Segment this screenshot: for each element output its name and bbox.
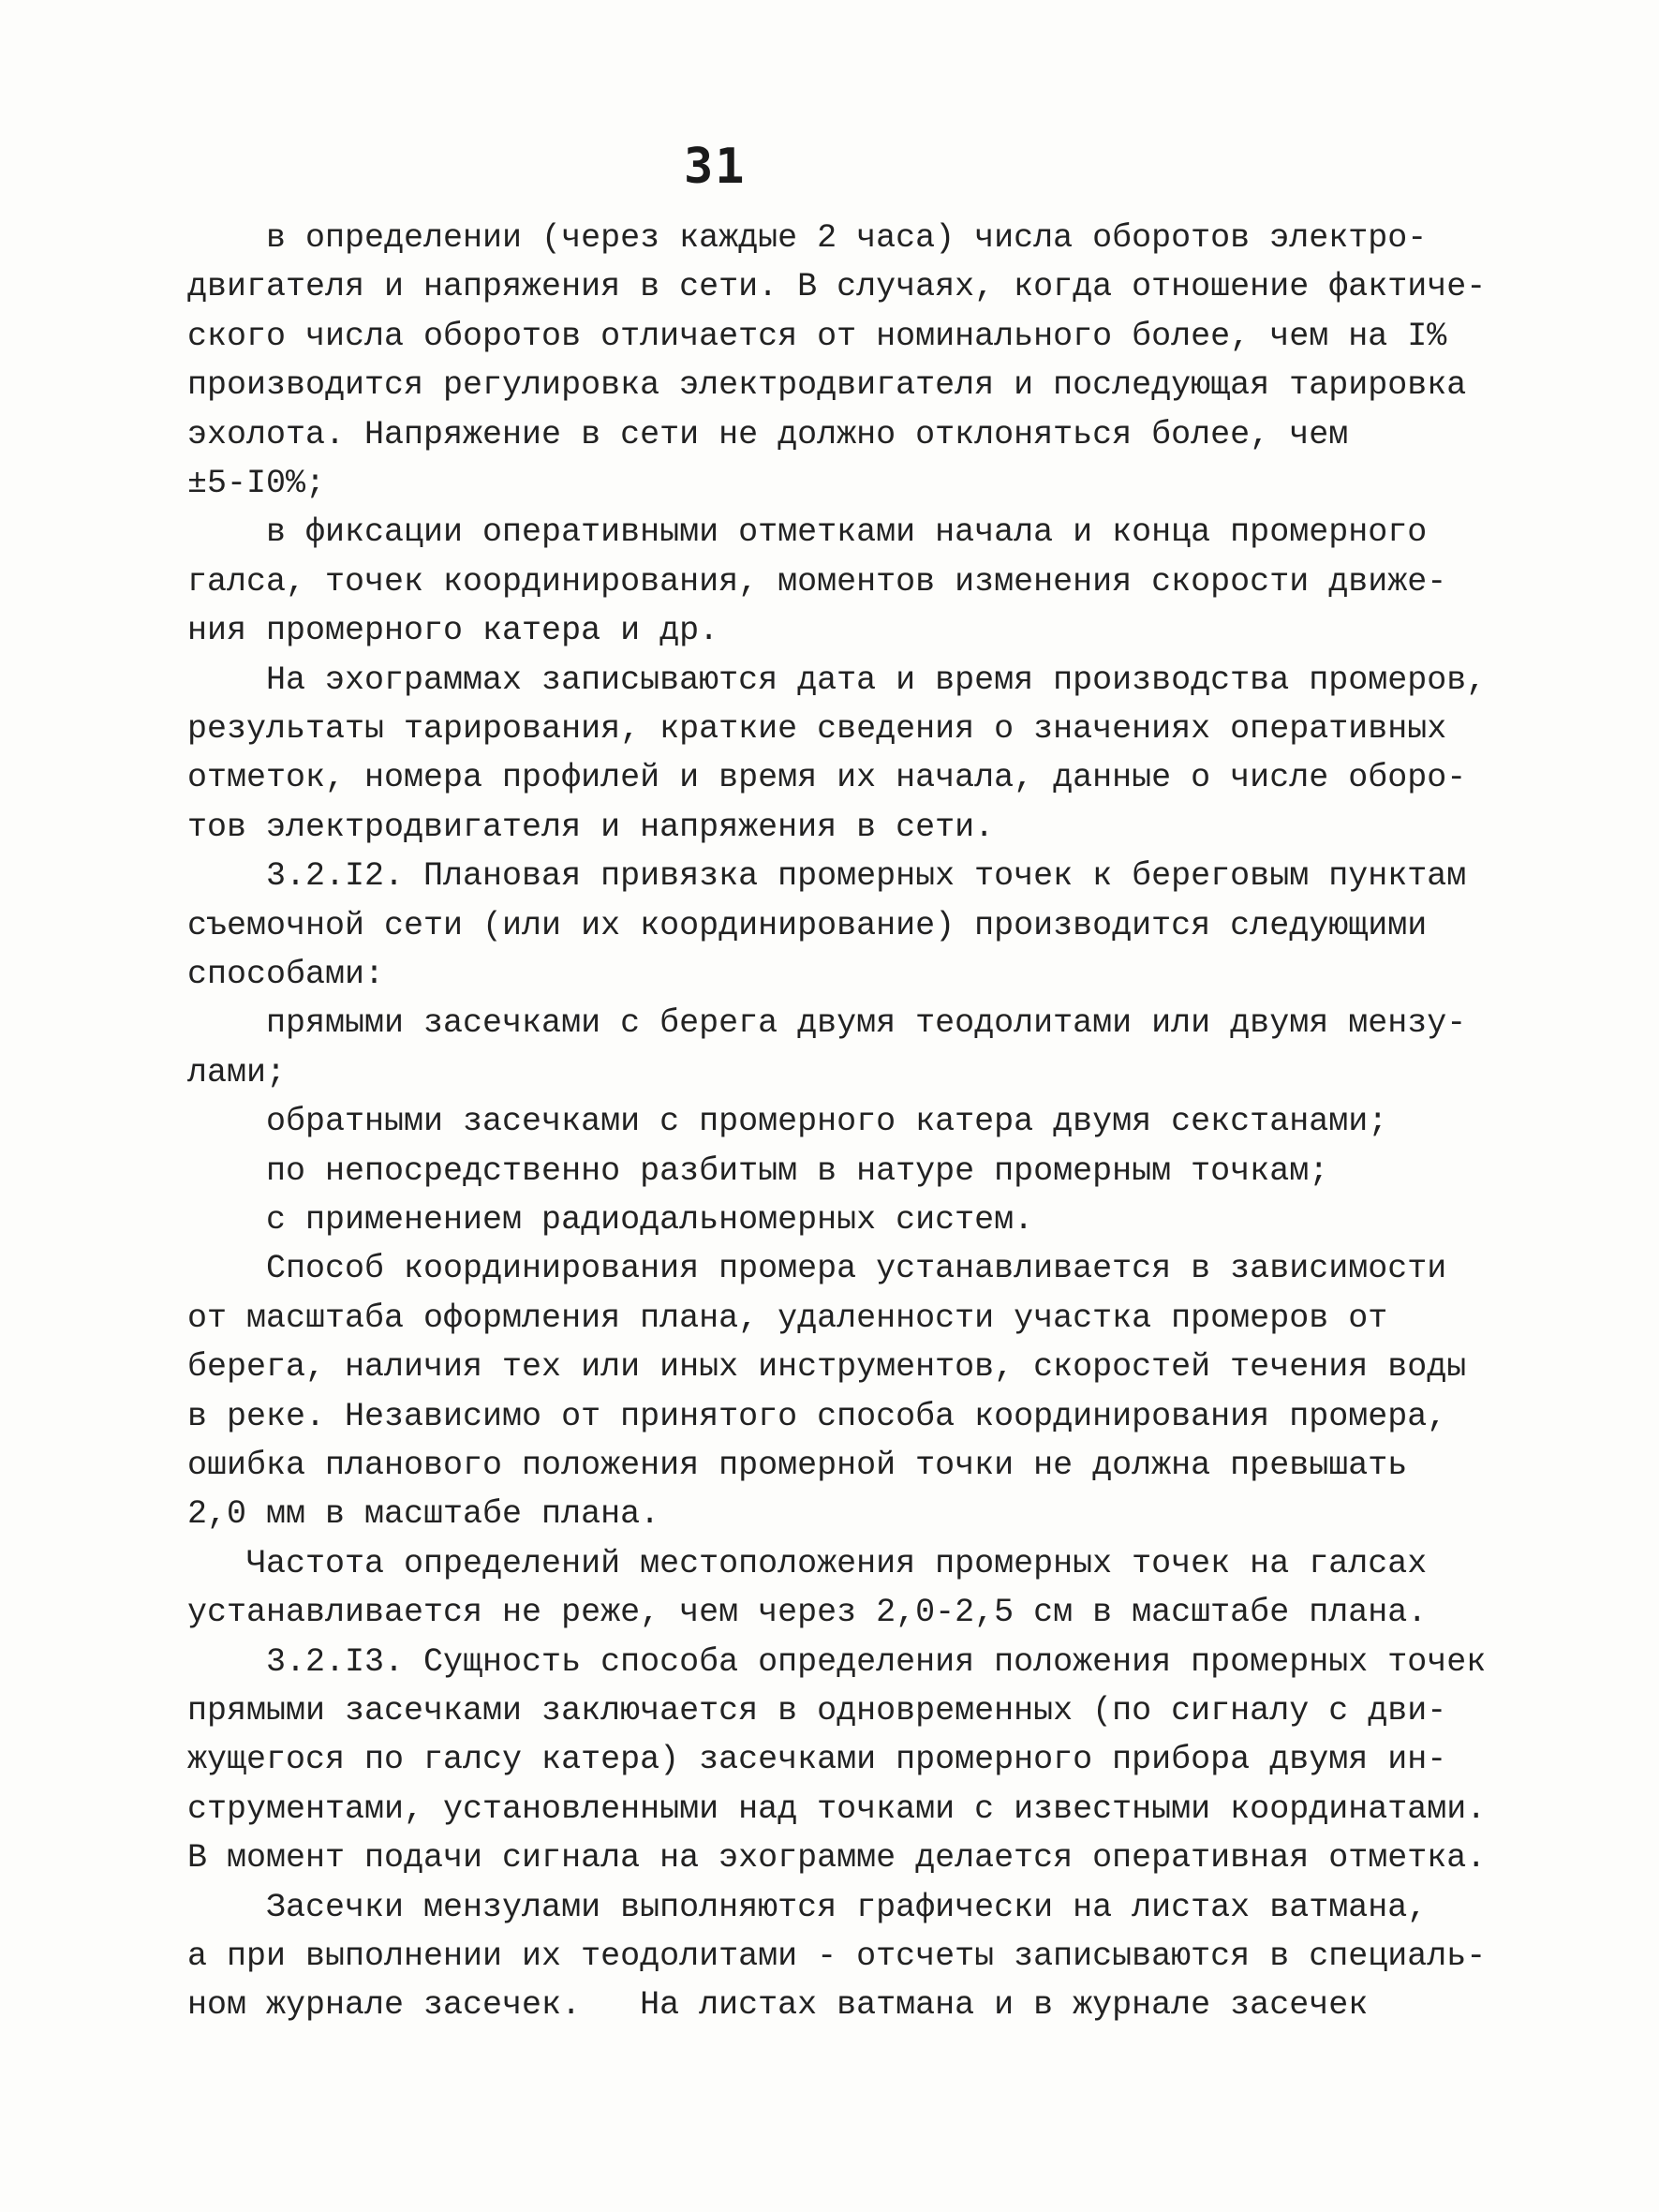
text-line: 3.2.I3. Сущность способа определения положения промерных точек <box>187 1642 1487 1681</box>
text-line: прямыми засечками с берега двумя теодолитами или двумя мензу- <box>187 1004 1467 1043</box>
text-line: съемочной сети (или их координирование) производится следующими <box>187 906 1428 944</box>
text-line: производится регулировка электродвигателя и последующая тарировка <box>187 366 1467 405</box>
text-line: обратными засечками с промерного катера двумя секстанами; <box>187 1103 1388 1141</box>
text-line: отметок, номера профилей и время их начала, данные о числе оборо- <box>187 759 1467 797</box>
text-line: 2,0 мм в масштабе плана. <box>187 1495 660 1534</box>
text-line: в реке. Независимо от принятого способа координирования промера, <box>187 1397 1447 1435</box>
text-line: эхолота. Напряжение в сети не должно отклоняться более, чем <box>187 415 1349 453</box>
text-line: устанавливается не реже, чем через 2,0-2,5 см в масштабе плана. <box>187 1594 1428 1632</box>
text-line: прямыми засечками заключается в одновременных (по сигналу с дви- <box>187 1692 1447 1730</box>
text-line: жущегося по галсу катера) засечками промерного прибора двумя ин- <box>187 1741 1447 1779</box>
text-line: В момент подачи сигнала на эхограмме делается оперативная отметка. <box>187 1839 1487 1878</box>
text-line: Засечки мензулами выполняются графически на листах ватмана, <box>187 1888 1428 1926</box>
text-line: На эхограммах записываются дата и время производства промеров, <box>187 661 1487 699</box>
text-line: в определении (через каждые 2 часа) числа оборотов электро- <box>187 219 1428 257</box>
text-line: результаты тарирования, краткие сведения о значениях оперативных <box>187 710 1447 748</box>
text-line: двигателя и напряжения в сети. В случаях, когда отношение фактиче- <box>187 268 1487 306</box>
text-line: лами; <box>187 1053 287 1091</box>
text-line: галса, точек координирования, моментов изменения скорости движе- <box>187 562 1447 601</box>
text-line: ±5-I0%; <box>187 465 326 502</box>
text-line: Способ координирования промера устанавливается в зависимости <box>187 1250 1447 1288</box>
page-number: 31 <box>684 139 747 195</box>
text-line: ского числа оборотов отличается от номинального более, чем на I% <box>187 317 1447 355</box>
text-line: ошибка планового положения промерной точки не должна превышать <box>187 1447 1408 1484</box>
text-line: от масштаба оформления плана, удаленности участка промеров от <box>187 1299 1388 1337</box>
text-line: 3.2.I2. Плановая привязка промерных точек к береговым пунктам <box>187 857 1467 896</box>
text-line: способами: <box>187 956 385 993</box>
text-line: Частота определений местоположения промерных точек на галсах <box>187 1544 1428 1582</box>
text-line: берега, наличия тех или иных инструментов, скоростей течения воды <box>187 1348 1467 1387</box>
text-line: с применением радиодальномерных систем. <box>187 1201 1034 1239</box>
text-line: а при выполнении их теодолитами - отсчеты записываются в специаль- <box>187 1937 1487 1975</box>
text-line: ном журнале засечек. На листах ватмана и в журнале засечек <box>187 1986 1369 2025</box>
text-line: тов электродвигателя и напряжения в сети. <box>187 808 995 846</box>
text-line: струментами, установленными над точками с известными координатами. <box>187 1789 1487 1828</box>
text-line: в фиксации оперативными отметками начала и конца промерного <box>187 513 1428 552</box>
text-line: ния промерного катера и др. <box>187 612 719 650</box>
text-line: по непосредственно разбитым в натуре промерным точкам; <box>187 1151 1329 1190</box>
